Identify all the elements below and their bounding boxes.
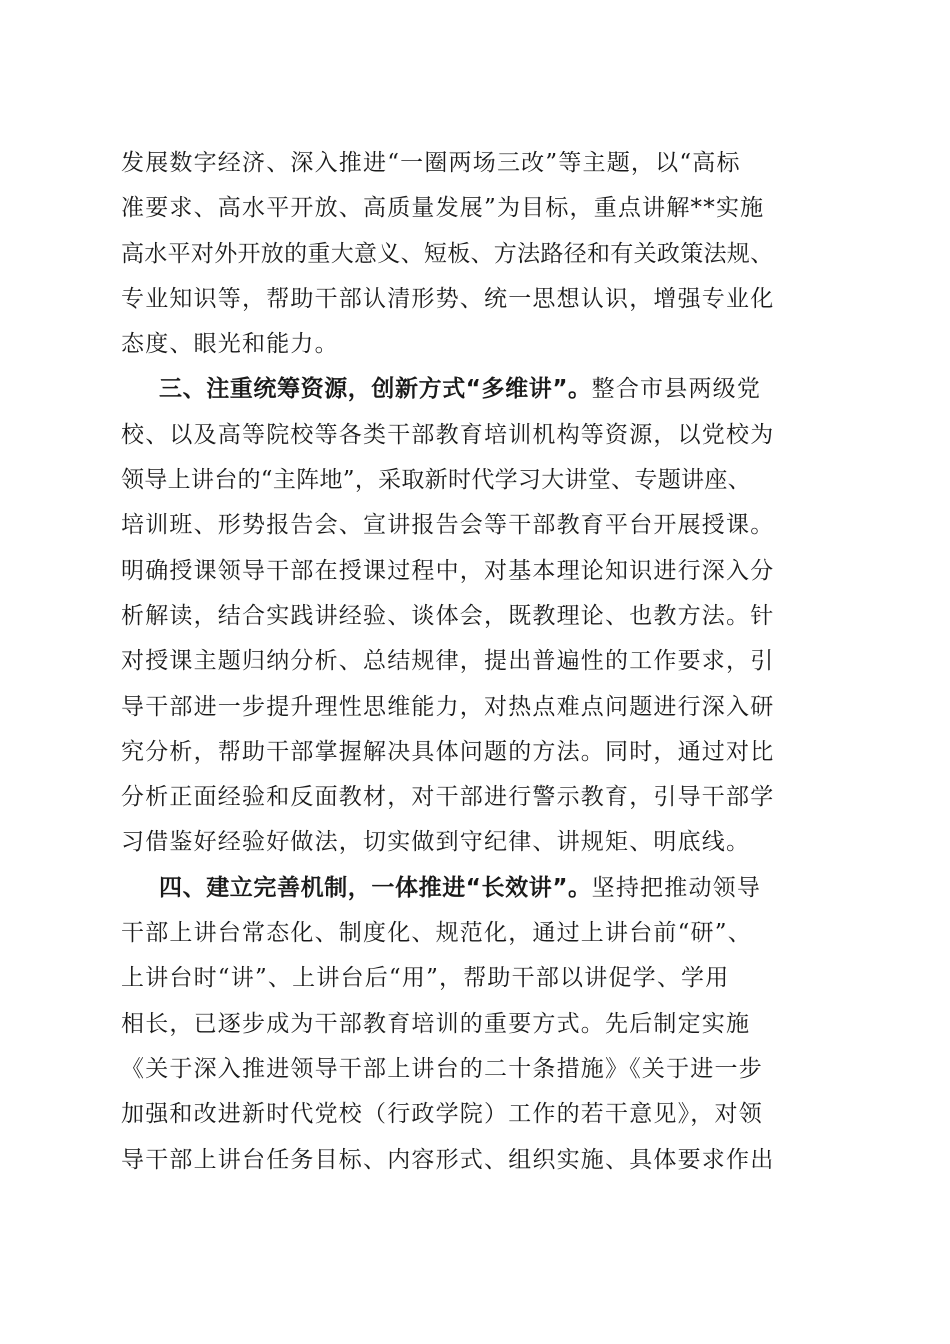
text-line: 导干部上讲台任务目标、内容形式、组织实施、具体要求作出	[121, 1146, 775, 1173]
text-line: 《关于深入推进领导干部上讲台的二十条措施》《关于进一步	[121, 1055, 763, 1082]
text-line: 培训班、形势报告会、宣讲报告会等干部教育平台开展授课。	[121, 512, 775, 539]
text-line: 究分析，帮助干部掌握解决具体问题的方法。同时，通过对比	[121, 738, 775, 765]
paragraph-continuation	[121, 141, 841, 367]
paragraph-section-three	[121, 367, 841, 865]
text-line: 校、以及高等院校等各类干部教育培训机构等资源，以党校为	[121, 421, 775, 448]
text-line: 上讲台时“讲”、上讲台后“用”，帮助干部以讲促学、学用	[121, 965, 730, 992]
document-body	[121, 141, 841, 1183]
text-line: 分析正面经验和反面教材，对干部进行警示教育，引导干部学	[121, 784, 775, 811]
section-heading-four: 四、建立完善机制，一体推进“长效讲”。	[159, 874, 592, 901]
section-heading-three: 三、注重统筹资源，创新方式“多维讲”。	[159, 376, 592, 403]
text-span: 整合市县两级党	[591, 376, 762, 403]
text-line: 干部上讲台常态化、制度化、规范化，通过上讲台前“研”、	[121, 920, 752, 947]
text-line: 加强和改进新时代党校（行政学院）工作的若干意见》，对领	[121, 1101, 763, 1128]
text-line: 专业知识等，帮助干部认清形势、统一思想认识，增强专业化	[121, 285, 775, 312]
paragraph-section-four	[121, 866, 841, 1183]
text-line: 习借鉴好经验好做法，切实做到守纪律、讲规矩、明底线。	[121, 829, 751, 856]
text-line: 明确授课领导干部在授课过程中，对基本理论知识进行深入分	[121, 557, 775, 584]
text-line: 态度、眼光和能力。	[121, 331, 339, 358]
text-line: 对授课主题归纳分析、总结规律，提出普遍性的工作要求，引	[121, 648, 775, 675]
text-line: 高水平对外开放的重大意义、短板、方法路径和有关政策法规、	[121, 240, 774, 267]
text-line	[121, 367, 841, 412]
text-span: 坚持把推动领导	[591, 874, 762, 901]
text-line: 相长，已逐步成为干部教育培训的重要方式。先后制定实施	[121, 1010, 751, 1037]
text-line: 导干部进一步提升理性思维能力，对热点难点问题进行深入研	[121, 693, 775, 720]
text-line	[121, 866, 841, 911]
text-line: 发展数字经济、深入推进“一圈两场三改”等主题，以“高标	[121, 150, 741, 176]
text-line: 准要求、高水平开放、高质量发展”为目标，重点讲解**实施	[121, 195, 765, 222]
text-line: 析解读，结合实践讲经验、谈体会，既教理论、也教方法。针	[121, 602, 775, 629]
text-line: 领导上讲台的“主阵地”，采取新时代学习大讲堂、专题讲座、	[121, 467, 751, 494]
